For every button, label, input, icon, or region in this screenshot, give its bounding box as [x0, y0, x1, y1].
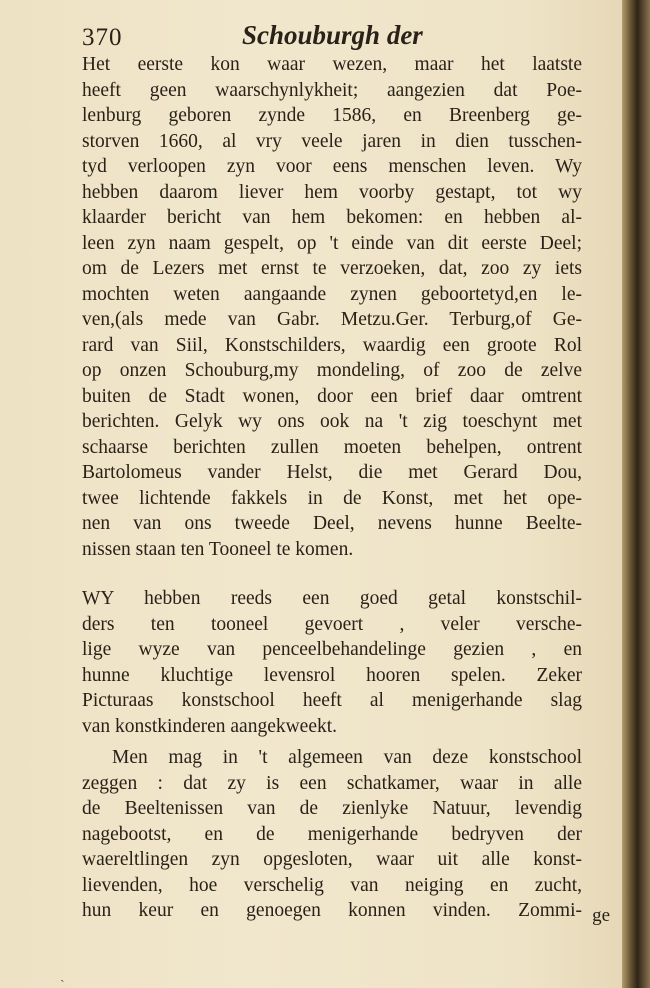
body-text [82, 52, 582, 924]
text-line: leen zyn naam gespelt, op 't einde van dit eerste Deel; [82, 232, 582, 254]
page-edge [622, 0, 650, 988]
text-line: berichten. Gelyk wy ons ook na 't zig toeschynt met [82, 411, 582, 432]
text-line: lievenden, hoe verschelig van neiging en zucht, [82, 874, 582, 896]
running-head: Schouburgh der [242, 20, 423, 50]
catchword: ge [592, 905, 610, 926]
text-line: tyd verloopen zyn voor eens menschen leven. Wy [82, 156, 582, 177]
text-line: heeft geen waarschynlykheit; aangezien dat Poe- [82, 79, 582, 101]
text-line: nen van ons tweede Deel, nevens hunne Beelte- [82, 513, 582, 534]
page-header [82, 14, 582, 51]
ink-mark: ˏ [60, 968, 65, 983]
text-line: lenburg geboren zynde 1586, en Breenberg ge- [82, 105, 582, 126]
text-line: klaarder bericht van hem bekomen: en hebben al- [82, 207, 582, 228]
text-line: nissen staan ten Tooneel te komen. [82, 538, 354, 560]
text-line: op onzen Schouburg,my mondeling, of zoo de zelve [82, 360, 582, 381]
text-line: schaarse berichten zullen moeten behelpen, ontrent [82, 436, 582, 458]
text-line: om de Lezers met ernst te verzoeken, dat, zoo zy iets [82, 258, 582, 279]
paragraph-3 [82, 745, 582, 924]
text-line: hun keur en genoegen konnen vinden. Zommi- [82, 900, 582, 921]
text-line: hebben daarom liever hem voorby gestapt, tot wy [82, 181, 582, 203]
text-line: hunne kluchtige levensrol hooren spelen. Zeker [82, 664, 582, 686]
text-line: van konstkinderen aangekweekt. [82, 715, 338, 737]
text-line: Bartolomeus vander Helst, die met Gerard Dou, [82, 462, 582, 483]
text-line: Men mag in 't algemeen van deze konstschool [112, 747, 582, 768]
text-line: zeggen : dat zy is een schatkamer, waar in alle [82, 772, 582, 794]
text-line: mochten weten aangaande zynen geboortetyd,en le- [82, 283, 582, 305]
text-line: buiten de Stadt wonen, door een brief daar omtrent [82, 385, 582, 407]
text-line: storven 1660, al vry veele jaren in dien tusschen- [82, 130, 582, 152]
text-line: ven,(als mede van Gabr. Metzu.Ger. Terburg,of Ge- [82, 309, 582, 330]
text-line: ders ten tooneel gevoert , veler versche- [82, 613, 582, 635]
text-line: WY hebben reeds een goed getal konstschil- [82, 588, 582, 609]
text-line: nagebootst, en de menigerhande bedryven der [82, 823, 582, 845]
text-line: twee lichtende fakkels in de Konst, met het ope- [82, 487, 582, 509]
page-number: 370 [82, 24, 123, 51]
text-line: de Beeltenissen van de zienlyke Natuur, levendig [82, 798, 582, 819]
text-line: lige wyze van penceelbehandelinge gezien , en [82, 639, 582, 660]
text-line: waereltlingen zyn opgesloten, waar uit alle konst- [82, 849, 582, 870]
text-line: Het eerste kon waar wezen, maar het laatste [82, 54, 582, 75]
paragraph-2 [82, 586, 582, 739]
paragraph-1 [82, 52, 582, 562]
text-line: rard van Siil, Konstschilders, waardig een groote Rol [82, 334, 582, 356]
text-line: Picturaas konstschool heeft al menigerhande slag [82, 690, 582, 711]
